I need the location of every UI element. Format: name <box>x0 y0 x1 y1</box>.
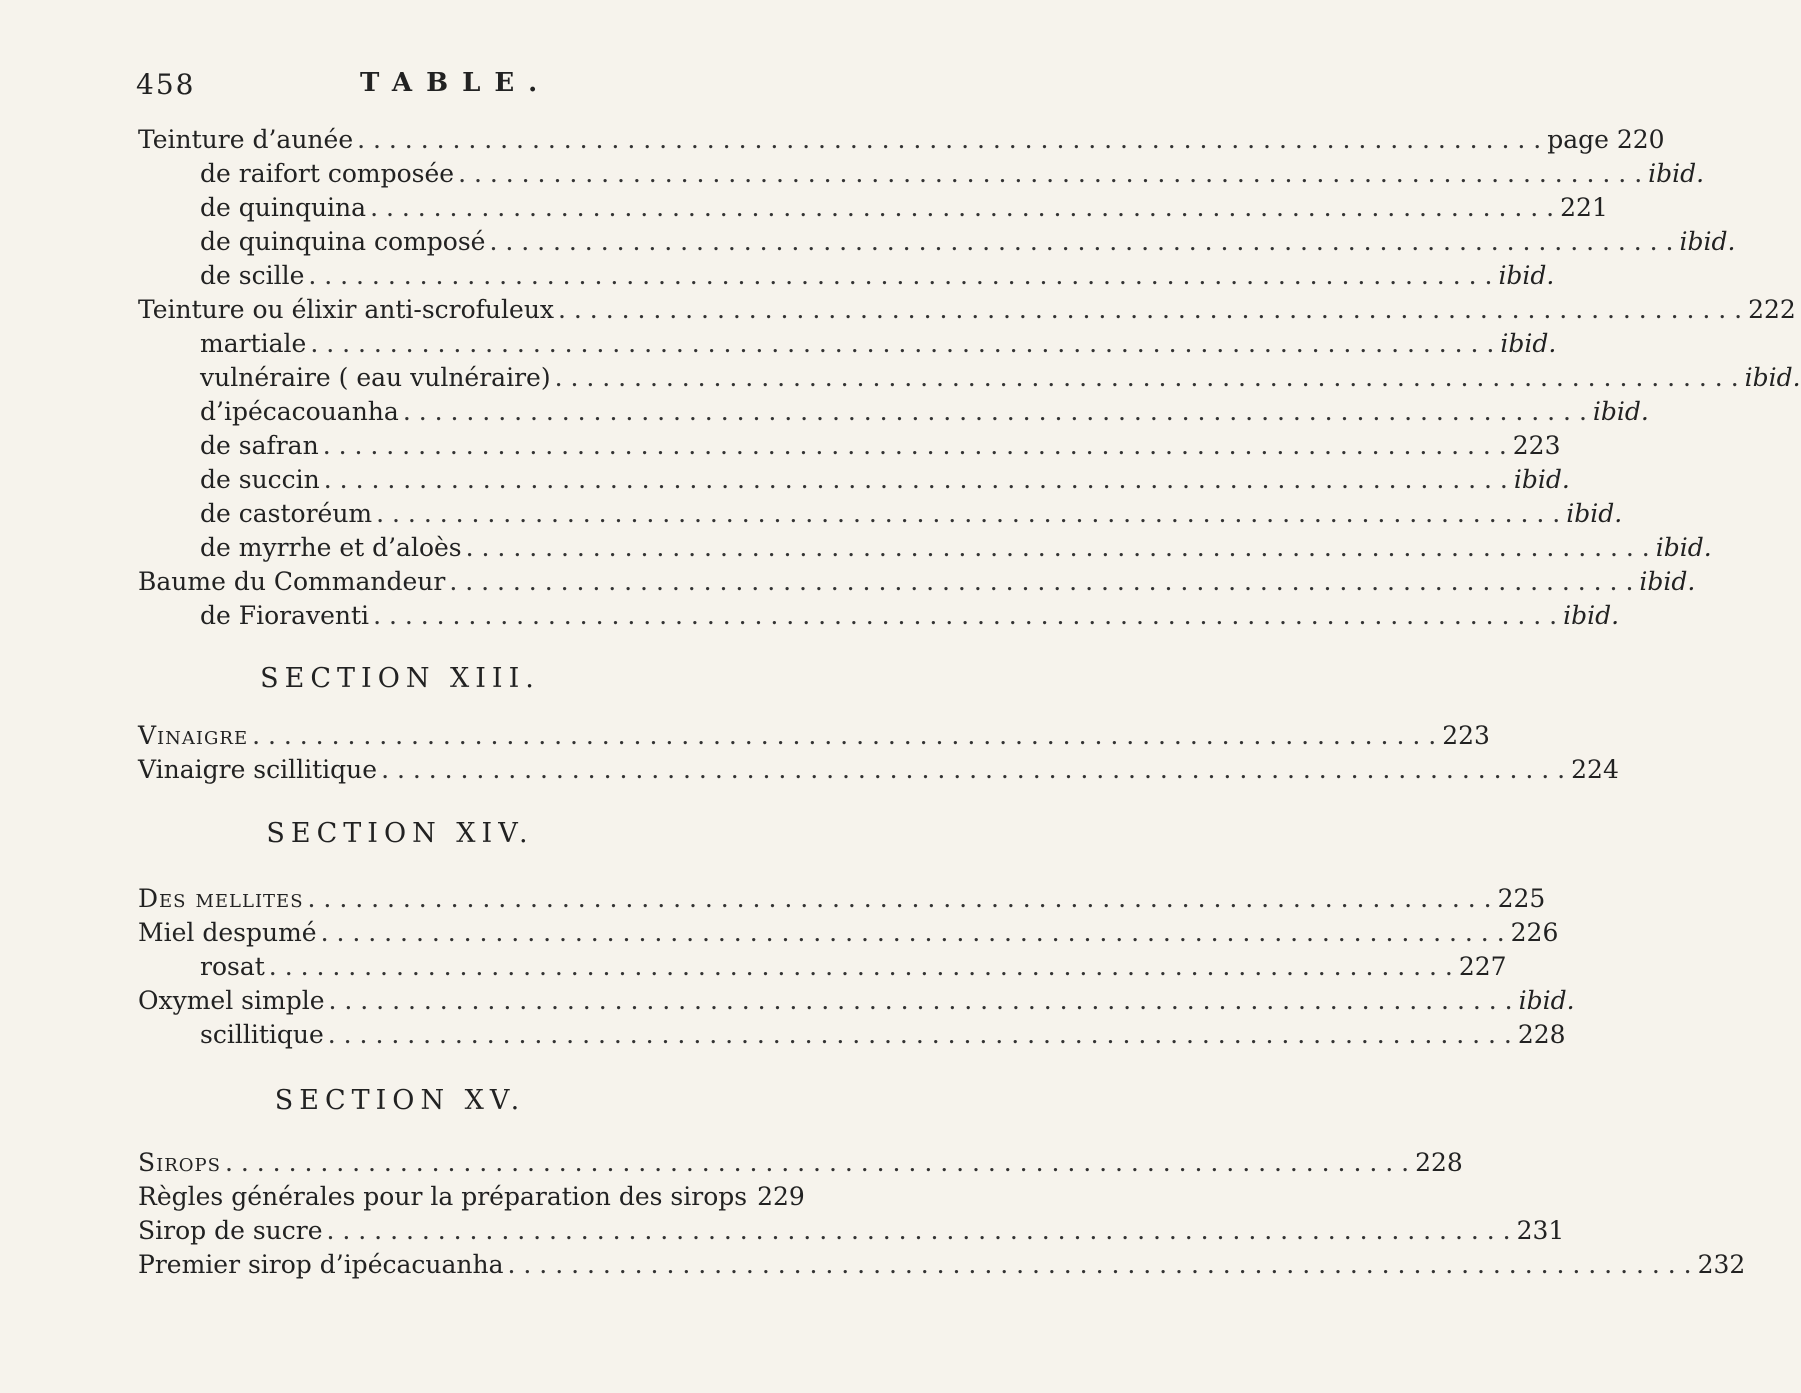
entry-page: ibid. <box>1679 227 1736 256</box>
toc-entry <box>138 719 1490 753</box>
entry-page: ibid. <box>1500 329 1557 358</box>
toc-entry <box>200 327 1557 361</box>
page-number: 458 <box>136 68 196 101</box>
entry-label: de succin <box>200 465 320 494</box>
entry-label: de scille <box>200 261 305 290</box>
toc-entry <box>200 599 1620 633</box>
entry-page: 223 <box>1442 721 1490 750</box>
entry-page: ibid. <box>1648 159 1705 188</box>
toc-entry <box>138 565 1696 599</box>
entry-page: ibid. <box>1563 601 1620 630</box>
entry-page: 224 <box>1571 755 1619 784</box>
toc-entry <box>138 753 1619 787</box>
entry-label: Teinture ou élixir anti-scrofuleux <box>138 295 555 324</box>
entry-label: de quinquina <box>200 193 367 222</box>
entry-page: ibid. <box>1655 533 1712 562</box>
entry-page: 223 <box>1512 431 1561 460</box>
entry-label: Vinaigre <box>138 721 249 750</box>
toc-entry <box>200 395 1649 429</box>
entry-page: 225 <box>1497 884 1546 913</box>
toc-entry <box>200 225 1736 259</box>
entry-page: 228 <box>1517 1020 1566 1049</box>
toc-entry <box>200 429 1561 463</box>
entry-label: scillitique <box>200 1020 324 1049</box>
entry-label: Baume du Commandeur <box>138 567 446 596</box>
running-title: TABLE. <box>360 68 552 98</box>
toc-entry <box>138 1248 1746 1282</box>
entry-page: 226 <box>1510 918 1559 947</box>
toc-entry <box>138 984 1575 1018</box>
toc-entry <box>200 157 1705 191</box>
entry-label: de myrrhe et d’aloès <box>200 533 462 562</box>
entry-label: Teinture d’aunée <box>138 125 354 154</box>
entry-page: 228 <box>1415 1148 1463 1177</box>
entry-label: Vinaigre scillitique <box>138 755 378 784</box>
toc-entry <box>200 259 1555 293</box>
entry-label: Oxymel simple <box>138 986 325 1015</box>
entry-label: rosat <box>200 952 265 981</box>
entry-label: Sirops <box>138 1148 221 1177</box>
page-header <box>136 68 696 118</box>
entry-label: de Fioraventi <box>200 601 370 630</box>
entry-label: martiale <box>200 329 307 358</box>
section-heading: SECTION XIII. <box>260 663 540 694</box>
entry-label: Miel despumé <box>138 918 317 947</box>
entry-label: de raifort composée <box>200 159 455 188</box>
entry-label: de castoréum <box>200 499 373 528</box>
toc-entry <box>138 123 1665 157</box>
entry-page: ibid. <box>1639 567 1696 596</box>
entry-page: 229 <box>757 1182 805 1211</box>
section-heading: SECTION XV. <box>274 1085 526 1116</box>
toc-entry <box>200 361 1801 395</box>
toc-entry <box>138 1146 1463 1180</box>
entry-page: ibid. <box>1592 397 1649 426</box>
entry-page: page 220 <box>1547 125 1665 154</box>
entry-label: d’ipécacouanha <box>200 397 399 426</box>
toc-entry <box>138 1214 1565 1248</box>
entry-page: 221 <box>1560 193 1608 222</box>
toc-entry <box>138 1180 805 1214</box>
entry-label: de quinquina composé <box>200 227 486 256</box>
toc-entry <box>138 916 1559 950</box>
entry-page: ibid. <box>1744 363 1801 392</box>
entry-label: vulnéraire ( eau vulnéraire) <box>200 363 551 392</box>
entry-label: Des mellites <box>138 884 304 913</box>
entry-page: ibid. <box>1498 261 1555 290</box>
section-heading: SECTION XIV. <box>266 818 534 849</box>
toc-entry <box>200 191 1608 225</box>
toc-entry <box>200 950 1507 984</box>
entry-page: 232 <box>1697 1250 1746 1279</box>
entry-page: ibid. <box>1518 986 1575 1015</box>
entry-page: 227 <box>1458 952 1507 981</box>
entry-label: de safran <box>200 431 319 460</box>
toc-entry <box>200 1018 1566 1052</box>
entry-page: 222 <box>1748 295 1796 324</box>
toc-entry <box>138 293 1796 327</box>
toc-entry <box>138 882 1546 916</box>
entry-label: Règles générales pour la préparation des sirops <box>138 1182 748 1211</box>
toc-entry <box>200 463 1570 497</box>
entry-label: Sirop de sucre <box>138 1216 323 1245</box>
entry-page: ibid. <box>1566 499 1623 528</box>
entry-page: ibid. <box>1513 465 1570 494</box>
entry-page: 231 <box>1516 1216 1565 1245</box>
entry-label: Premier sirop d’ipécacuanha <box>138 1250 504 1279</box>
toc-entry <box>200 531 1712 565</box>
toc-entry <box>200 497 1623 531</box>
